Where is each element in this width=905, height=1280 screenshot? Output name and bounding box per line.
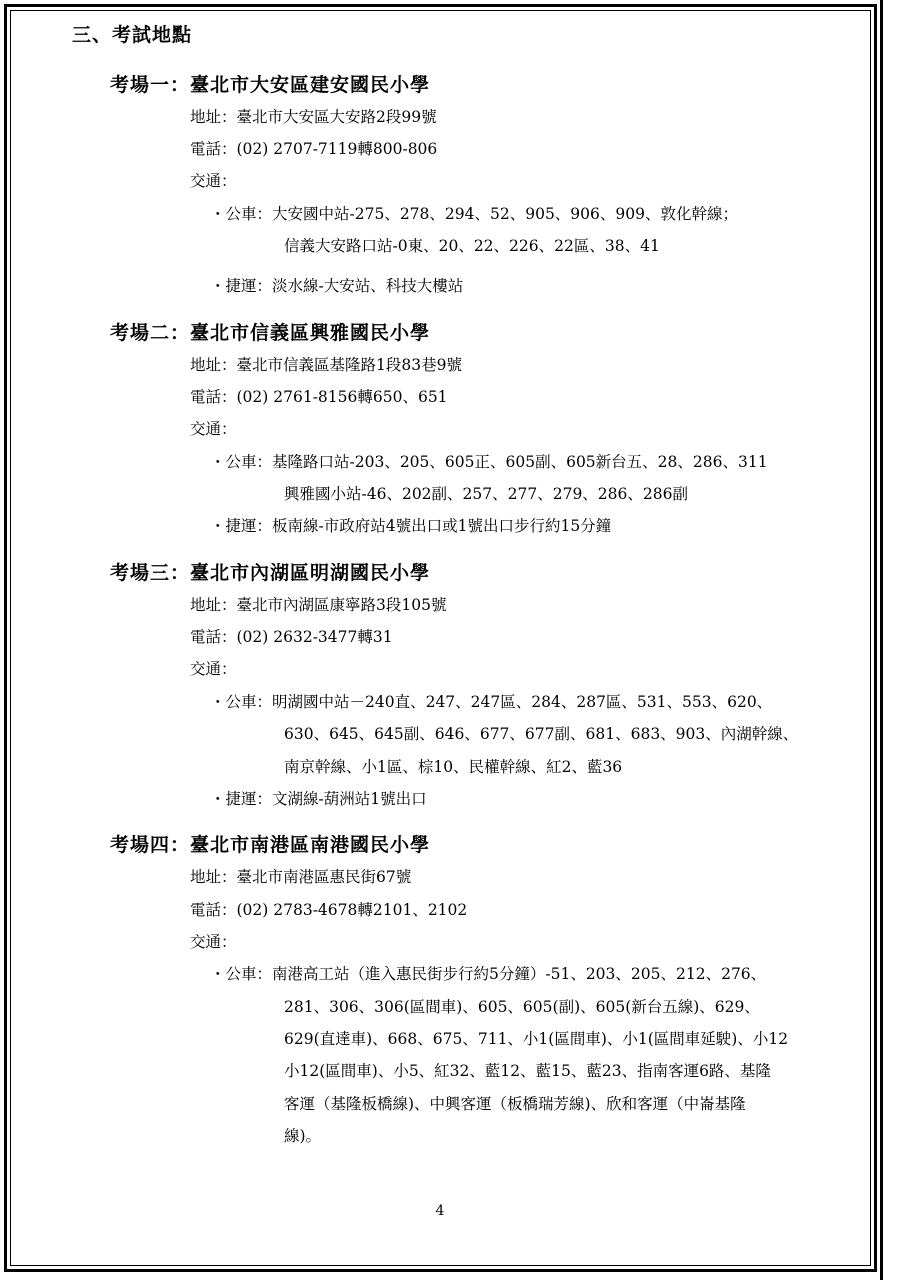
venue-2-transport-label: 交通： [190,420,237,438]
venue-1-mrt: ・捷運：淡水線-大安站、科技大樓站 [210,277,464,295]
venue-4-bus-line-6: 線)。 [284,1127,322,1145]
page-number: 4 [435,1203,445,1219]
venue-2-bus-line-2: 興雅國小站-46、202副、257、277、279、286、286副 [284,485,688,503]
venue-4-bus-line-1: ・公車：南港高工站（進入惠民街步行約5分鐘）-51、203、205、212、276、 [210,965,767,983]
venue-4-bus-line-2: 281、306、306(區間車)、605、605(副)、605(新台五線)、629、 [284,998,760,1016]
venue-1-bus-line-1: ・公車：大安國中站-275、278、294、52、905、906、909、敦化幹線； [210,205,738,223]
venue-1-transport-label: 交通： [190,172,237,190]
venue-3-title: 考場三：臺北市內湖區明湖國民小學 [110,562,431,584]
venue-4-title: 考場四：臺北市南港區南港國民小學 [110,834,431,856]
venue-4-phone: 電話：(02) 2783-4678轉2101、2102 [190,901,468,919]
venue-3-bus-line-1: ・公車：明湖國中站－240直、247、247區、284、287區、531、553、620、 [210,693,773,711]
venue-3-address: 地址：臺北市內湖區康寧路3段105號 [190,596,447,614]
venue-4-transport-label: 交通： [190,933,237,951]
venue-3-bus-line-2: 630、645、645副、646、677、677副、681、683、903、內湖幹線、 [284,725,799,743]
venue-3-mrt: ・捷運：文湖線-葫洲站1號出口 [210,790,427,808]
venue-3-transport-label: 交通： [190,660,237,678]
venue-2-bus-line-1: ・公車：基隆路口站-203、205、605正、605副、605新台五、28、286、311 [210,453,768,471]
venue-3-phone: 電話：(02) 2632-3477轉31 [190,628,393,646]
venue-2-phone: 電話：(02) 2761-8156轉650、651 [190,388,448,406]
venue-3-bus-line-3: 南京幹線、小1區、棕10、民權幹線、紅2、藍36 [284,758,623,776]
venue-1-phone: 電話：(02) 2707-7119轉800-806 [190,140,438,158]
venue-2-address: 地址：臺北市信義區基隆路1段83巷9號 [190,356,462,374]
venue-2-title: 考場二：臺北市信義區興雅國民小學 [110,322,431,344]
venue-1-address: 地址：臺北市大安區大安路2段99號 [190,108,437,126]
venue-2-mrt: ・捷運：板南線-市政府站4號出口或1號出口步行約15分鐘 [210,517,612,535]
venue-4-bus-line-5: 客運（基隆板橋線)、中興客運（板橋瑞芳線)、欣和客運（中崙基隆 [284,1095,746,1113]
venue-4-bus-line-4: 小12(區間車)、小5、紅32、藍12、藍15、藍23、指南客運6路、基隆 [284,1062,771,1080]
section-title: 三、考試地點 [72,24,193,46]
page-edge [880,0,883,1280]
venue-4-bus-line-3: 629(直達車)、668、675、711、小1(區間車)、小1(區間車延駛)、小12 [284,1030,789,1048]
venue-4-address: 地址：臺北市南港區惠民街67號 [190,868,412,886]
venue-1-title: 考場一：臺北市大安區建安國民小學 [110,74,431,96]
venue-1-bus-line-2: 信義大安路口站-0東、20、22、226、22區、38、41 [284,237,660,255]
